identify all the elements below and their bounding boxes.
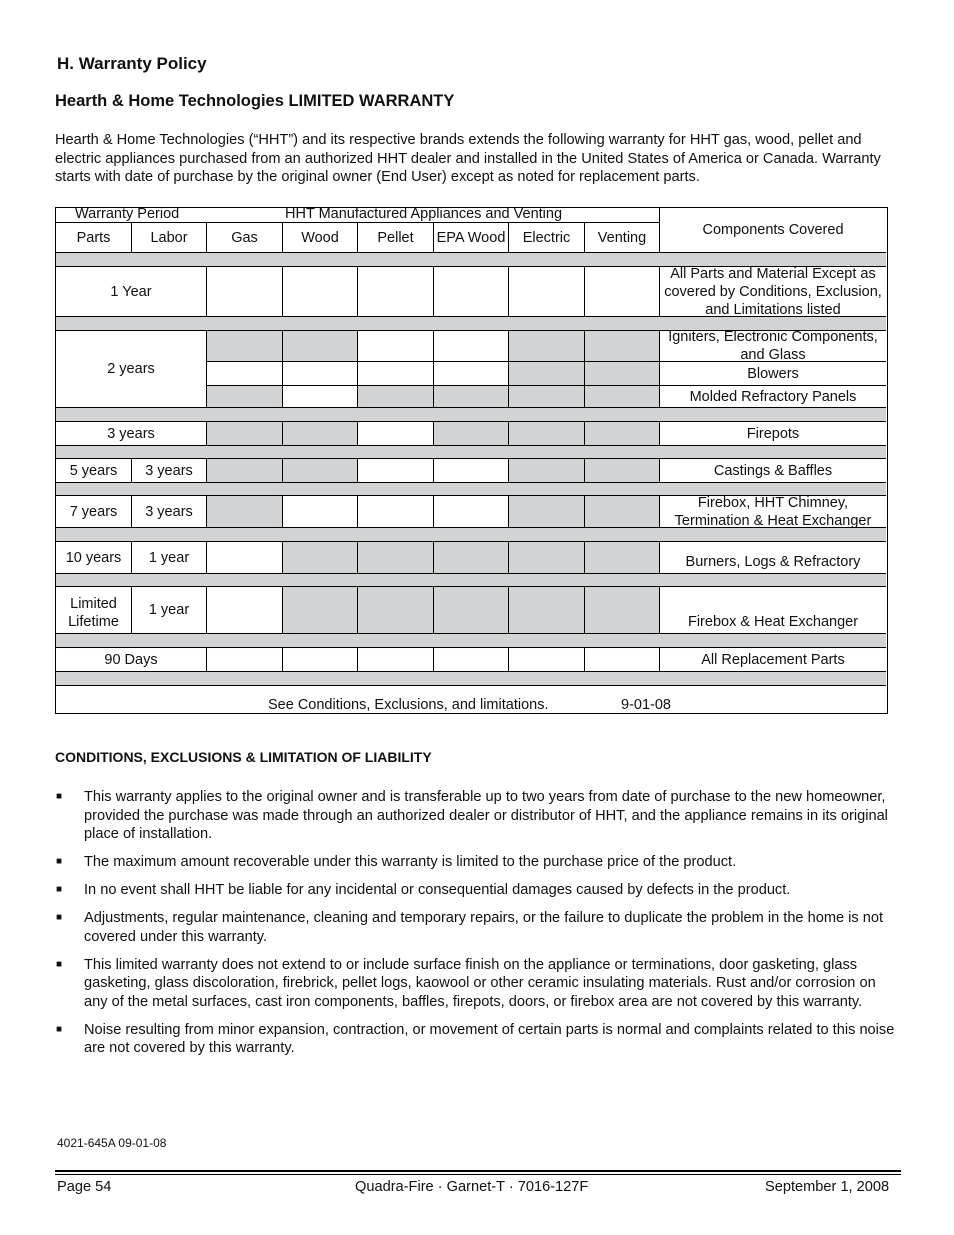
period-cell: 90 Days [56, 648, 207, 672]
shaded-cell [509, 459, 585, 483]
check-mark [283, 267, 358, 317]
check-mark [509, 267, 585, 317]
shaded-cell [509, 542, 585, 574]
conditions-list [55, 788, 897, 1067]
pellet-header: Pellet [358, 223, 434, 253]
shaded-cell [207, 422, 283, 446]
conditions-heading: CONDITIONS, EXCLUSIONS & LIMITATION OF LIABILITY [55, 749, 432, 765]
components-cell: Castings & Baffles [660, 459, 886, 483]
shaded-cell [283, 331, 358, 362]
check-mark [434, 331, 509, 362]
shaded-cell [585, 496, 660, 528]
check-mark [207, 267, 283, 317]
intro-text: Hearth & Home Technologies (“HHT”) and its respective brands extends the following warranty for HHT gas, wood, pellet and electric appliances purchased from an authorized HHT dealer and installed in the United States of America or Canada. Warranty starts with date of purchase by the original owner (End User) except as noted for replacement parts. [55, 132, 881, 185]
check-mark [358, 422, 434, 446]
bullet-text: The maximum amount recoverable under this warranty is limited to the purchase price of the product. [84, 854, 737, 870]
bullet-icon: ■ [56, 856, 63, 867]
shaded-cell [434, 422, 509, 446]
shaded-cell [358, 386, 434, 408]
wood-header: Wood [283, 223, 358, 253]
shaded-cell [283, 459, 358, 483]
components-cell: Burners, Logs & Refractory [660, 542, 886, 574]
shaded-cell [585, 386, 660, 408]
bullet-text: In no event shall HHT be liable for any incidental or consequential damages caused by defects in the product. [84, 882, 791, 898]
check-mark [283, 496, 358, 528]
check-mark [207, 648, 283, 672]
bullet-icon: ■ [56, 912, 63, 923]
table-separator [56, 253, 886, 267]
check-mark [358, 496, 434, 528]
table-separator [56, 634, 886, 648]
table-separator [56, 408, 886, 422]
shaded-cell [585, 422, 660, 446]
check-mark [434, 362, 509, 386]
bullet-text: Noise resulting from minor expansion, contraction, or movement of certain parts is normal and complaints related to this noise are not covered by this warranty. [84, 1021, 895, 1056]
check-mark [207, 362, 283, 386]
check-mark [283, 362, 358, 386]
warranty-title: Hearth & Home Technologies LIMITED WARRANTY [55, 92, 455, 110]
shaded-cell [509, 362, 585, 386]
list-item [55, 1021, 897, 1058]
check-mark [434, 267, 509, 317]
footer-rule [55, 1170, 901, 1172]
shaded-cell [509, 496, 585, 528]
shaded-cell [207, 459, 283, 483]
bullet-icon: ■ [56, 884, 63, 895]
shaded-cell [434, 587, 509, 634]
bullet-text: This warranty applies to the original owner and is transferable up to two years from date of purchase to the new homeowner, provided the purchase was made through an authorized dealer or distributor of HHT, and the appliance remains in its original place of installation. [84, 789, 888, 842]
check-mark [358, 362, 434, 386]
shaded-cell [207, 496, 283, 528]
components-header: Components Covered [660, 208, 886, 253]
labor-header: Labor [132, 223, 207, 253]
table-footer-date: 9-01-08 [621, 697, 671, 713]
parts-cell: 7 years [56, 496, 132, 528]
components-cell: Igniters, Electronic Components, and Glass [660, 331, 886, 362]
table-separator [56, 446, 886, 459]
table-separator [56, 528, 886, 542]
shaded-cell [509, 587, 585, 634]
parts-header: Parts [56, 223, 132, 253]
labor-cell: 1 year [132, 542, 207, 574]
parts-cell: 5 years [56, 459, 132, 483]
bullet-icon: ■ [56, 791, 63, 802]
check-mark [358, 331, 434, 362]
shaded-cell [585, 542, 660, 574]
bullet-icon: ■ [56, 1023, 63, 1035]
list-item [55, 853, 897, 872]
components-cell: All Replacement Parts [660, 648, 886, 672]
gas-header: Gas [207, 223, 283, 253]
section-heading: H. Warranty Policy [57, 54, 207, 73]
components-cell: Firebox, HHT Chimney, Termination & Heat Exchanger [660, 496, 886, 528]
shaded-cell [283, 422, 358, 446]
shaded-cell [358, 542, 434, 574]
components-cell: Firepots [660, 422, 886, 446]
check-mark [434, 496, 509, 528]
table-separator [56, 672, 886, 686]
labor-cell: 3 years [132, 496, 207, 528]
intro-paragraph [55, 131, 895, 187]
shaded-cell [585, 459, 660, 483]
table-separator [56, 317, 886, 331]
list-item [55, 788, 897, 844]
footer-date: September 1, 2008 [765, 1179, 890, 1195]
shaded-cell [585, 362, 660, 386]
shaded-cell [585, 331, 660, 362]
list-item [55, 909, 897, 946]
epa-wood-header: EPA Wood [434, 223, 509, 253]
table-separator [56, 483, 886, 496]
check-mark [585, 648, 660, 672]
page-number: Page 54 [57, 1179, 112, 1195]
period-cell: 2 years [56, 331, 207, 408]
warranty-table [55, 207, 888, 714]
bullet-text: Adjustments, regular maintenance, cleaning and temporary repairs, or the failure to duplicate the problem in the home is not covered under this warranty. [84, 910, 884, 945]
shaded-cell [283, 542, 358, 574]
components-cell: Blowers [660, 362, 886, 386]
shaded-cell [585, 587, 660, 634]
check-mark [358, 267, 434, 317]
shaded-cell [358, 587, 434, 634]
footer-rule-thin [55, 1174, 901, 1175]
list-item [55, 881, 897, 900]
shaded-cell [207, 331, 283, 362]
period-cell: 1 Year [56, 267, 207, 317]
appliances-header: HHT Manufactured Appliances and Venting [285, 206, 563, 222]
shaded-cell [283, 587, 358, 634]
shaded-cell [434, 542, 509, 574]
parts-cell: 10 years [56, 542, 132, 574]
shaded-cell [434, 386, 509, 408]
check-mark [207, 542, 283, 574]
components-cell: All Parts and Material Except as covered by Conditions, Exclusion, and Limitations listed [660, 267, 886, 317]
electric-header: Electric [509, 223, 585, 253]
table-separator [56, 574, 886, 587]
check-mark [434, 648, 509, 672]
bullet-text: This limited warranty does not extend to or include surface finish on the appliance or terminations, door gasketing, glass gasketing, glass discoloration, firebrick, pellet logs, kaowool or other ceramic insulating materials. Rust and/or corrosion on any of the metal surfaces, cast iron components, baffles, firepots, doors, or firebox area are not covered by this warranty. [84, 956, 876, 1010]
check-mark [207, 587, 283, 634]
labor-cell: 1 year [132, 587, 207, 634]
check-mark [434, 459, 509, 483]
check-mark [585, 267, 660, 317]
product-name: Quadra-Fire · Garnet-T · 7016-127F [355, 1179, 589, 1195]
venting-header: Venting [585, 223, 660, 253]
warranty-period-header: Warranty Period [75, 206, 180, 222]
check-mark [358, 459, 434, 483]
shaded-cell [509, 422, 585, 446]
bullet-icon: ■ [56, 958, 63, 970]
shaded-cell [509, 331, 585, 362]
components-cell: Molded Refractory Panels [660, 386, 886, 408]
shaded-cell [207, 386, 283, 408]
check-mark [509, 648, 585, 672]
check-mark [283, 648, 358, 672]
check-mark [358, 648, 434, 672]
shaded-cell [509, 386, 585, 408]
table-footer-note: See Conditions, Exclusions, and limitations. [268, 697, 549, 713]
check-mark [283, 386, 358, 408]
list-item [55, 956, 897, 1012]
components-cell: Firebox & Heat Exchanger [660, 587, 886, 634]
document-number: 4021-645A 09-01-08 [57, 1136, 167, 1150]
labor-cell: 3 years [132, 459, 207, 483]
parts-cell: Limited Lifetime [56, 587, 132, 634]
period-cell: 3 years [56, 422, 207, 446]
